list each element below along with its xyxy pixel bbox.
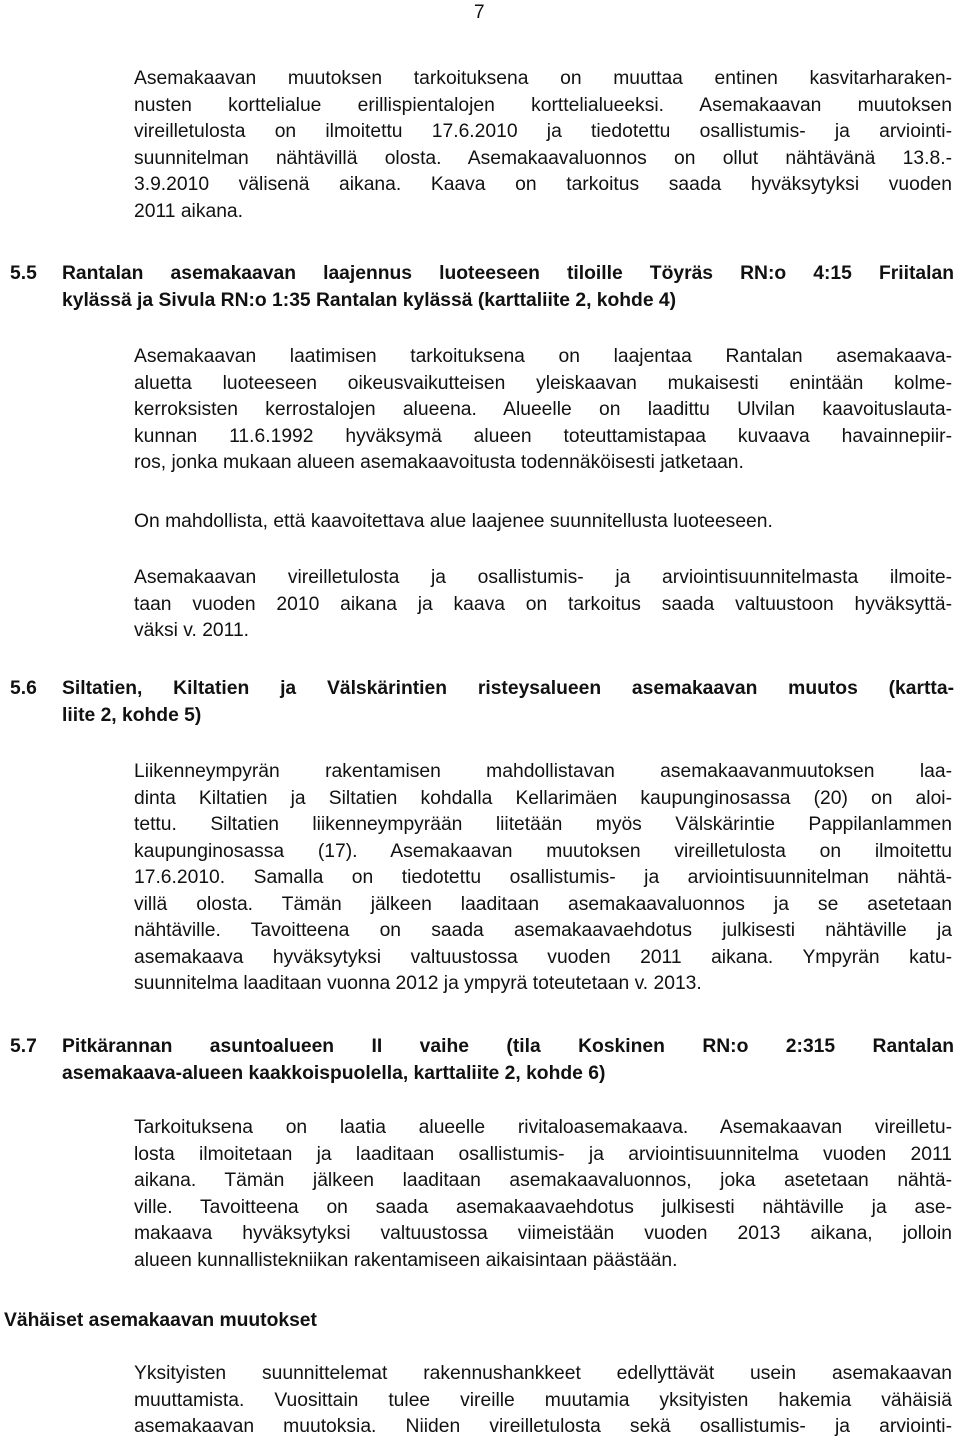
text-line: losta ilmoitetaan ja laaditaan osallistumis- ja arviointisuunnitelma vuoden 2011 [134,1143,952,1165]
heading-line: Rantalan asemakaavan laajennus luoteeseen tiloille Töyräs RN:o 4:15 Friitalan [62,263,954,284]
text-line: villä olosta. Tämän jälkeen laaditaan asemakaavaluonnos ja se asetetaan [134,893,952,915]
section-5-6-heading [10,676,954,729]
section-number: 5.5 [10,263,37,284]
text-line: muuttamista. Vuosittain tulee vireille muutamia yksityisten hakemia vähäisiä [134,1389,952,1411]
text-line: On mahdollista, että kaavoitettava alue laajenee suunnitellusta luoteeseen. [134,511,773,532]
text-line: vireilletulosta on ilmoitettu 17.6.2010 ja tiedotettu osallistumis- ja arviointi- [134,121,952,142]
text-line: Liikenneympyrän rakentamisen mahdollistavan asemakaavanmuutoksen laa- [134,761,952,782]
text-line: Tarkoituksena on laatia alueelle rivitaloasemakaava. Asemakaavan vireilletu- [134,1117,952,1138]
text-line: aikana. Tämän jälkeen laaditaan asemakaavaluonnos, joka asetetaan nähtä- [134,1170,952,1191]
text-line: asemakaava hyväksytyksi valtuustossa vuoden 2011 aikana. Ympyrän katu- [134,946,952,968]
text-line: ros, jonka mukaan alueen asemakaavoitusta todennäköisesti jatketaan. [134,452,744,473]
section-5-5-heading [10,261,954,314]
minor-changes-paragraph [134,1361,952,1441]
text-line: suunnitelman nähtävillä olosta. Asemakaavaluonnos on ollut nähtävänä 13.8.- [134,147,952,169]
section-5-5-paragraph-3 [134,565,952,645]
section-5-5-paragraph-1 [134,344,952,477]
text-line: nusten korttelialue erillispientalojen korttelialueeksi. Asemakaavan muutoksen [134,94,952,116]
section-number: 5.6 [10,678,37,699]
text-line: Asemakaavan laatimisen tarkoituksena on laajentaa Rantalan asemakaava- [134,346,952,367]
text-line: makaava hyväksytyksi valtuustossa viimeistään vuoden 2013 aikana, jolloin [134,1223,952,1244]
text-line: Asemakaavan vireilletulosta ja osallistumis- ja arviointisuunnitelmasta ilmoite- [134,567,952,588]
heading-line: asemakaava-alueen kaakkoispuolella, karttaliite 2, kohde 6) [62,1062,606,1084]
text-line: kaupunginosassa (17). Asemakaavan muutoksen vireilletulosta on ilmoitettu [134,840,952,862]
text-line: väksi v. 2011. [134,620,250,641]
text-line: 17.6.2010. Samalla on tiedotettu osallistumis- ja arviointisuunnitelman nähtä- [134,867,952,888]
text-line: ville. Tavoitteena on saada asemakaavaehdotus julkisesti nähtäville ja ase- [134,1196,952,1218]
heading-line: kylässä ja Sivula RN:o 1:35 Rantalan kylässä (karttaliite 2, kohde 4) [62,289,677,311]
minor-changes-heading: Vähäiset asemakaavan muutokset [4,1310,317,1331]
text-line: 3.9.2010 välisenä aikana. Kaava on tarkoitus saada hyväksytyksi vuoden [134,174,952,195]
text-line: suunnitelma laaditaan vuonna 2012 ja ympyrä toteutetaan v. 2013. [134,973,702,994]
heading-line: Siltatien, Kiltatien ja Välskärintien risteysalueen asemakaavan muutos (kartta- [62,678,954,699]
section-5-5-paragraph-2 [134,509,952,536]
section-5-7-paragraph-1 [134,1115,952,1274]
text-line: kerroksisten kerrostalojen alueena. Alueelle on laadittu Ulvilan kaavoituslauta- [134,399,952,420]
text-line: aluetta luoteeseen oikeusvaikutteisen yleiskaavan mukaisesti enintään kolme- [134,372,952,394]
intro-paragraph [134,66,952,225]
text-line: 2011 aikana. [134,200,243,222]
section-5-6-paragraph-1 [134,759,952,998]
section-number: 5.7 [10,1036,37,1057]
text-line: tettu. Siltatien liikenneympyrään liitetään myös Välskärintie Pappilanlammen [134,814,952,835]
text-line: kunnan 11.6.1992 hyväksymä alueen toteuttamistapaa kuvaava havainnepiir- [134,425,952,447]
text-line: dinta Kiltatien ja Siltatien kohdalla Kellarimäen kaupunginosassa (20) on aloi- [134,787,952,809]
text-line: asemakaavan muutoksia. Niiden vireilletulosta sekä osallistumis- ja arviointi- [134,1416,952,1437]
text-line: taan vuoden 2010 aikana ja kaava on tarkoitus saada valtuustoon hyväksyttä- [134,593,952,615]
text-line: nähtäville. Tavoitteena on saada asemakaavaehdotus julkisesti nähtäville ja [134,920,952,941]
text-line: alueen kunnallistekniikan rakentamiseen aikaisintaan päästään. [134,1249,678,1271]
heading-line: liite 2, kohde 5) [62,704,202,726]
text-line: Asemakaavan muutoksen tarkoituksena on muuttaa entinen kasvitarharaken- [134,68,952,89]
text-line: Yksityisten suunnittelemat rakennushankkeet edellyttävät usein asemakaavan [134,1363,952,1384]
page-number: 7 [474,2,485,23]
section-5-7-heading [10,1034,954,1087]
heading-line: Pitkärannan asuntoalueen II vaihe (tila Koskinen RN:o 2:315 Rantalan [62,1036,954,1057]
